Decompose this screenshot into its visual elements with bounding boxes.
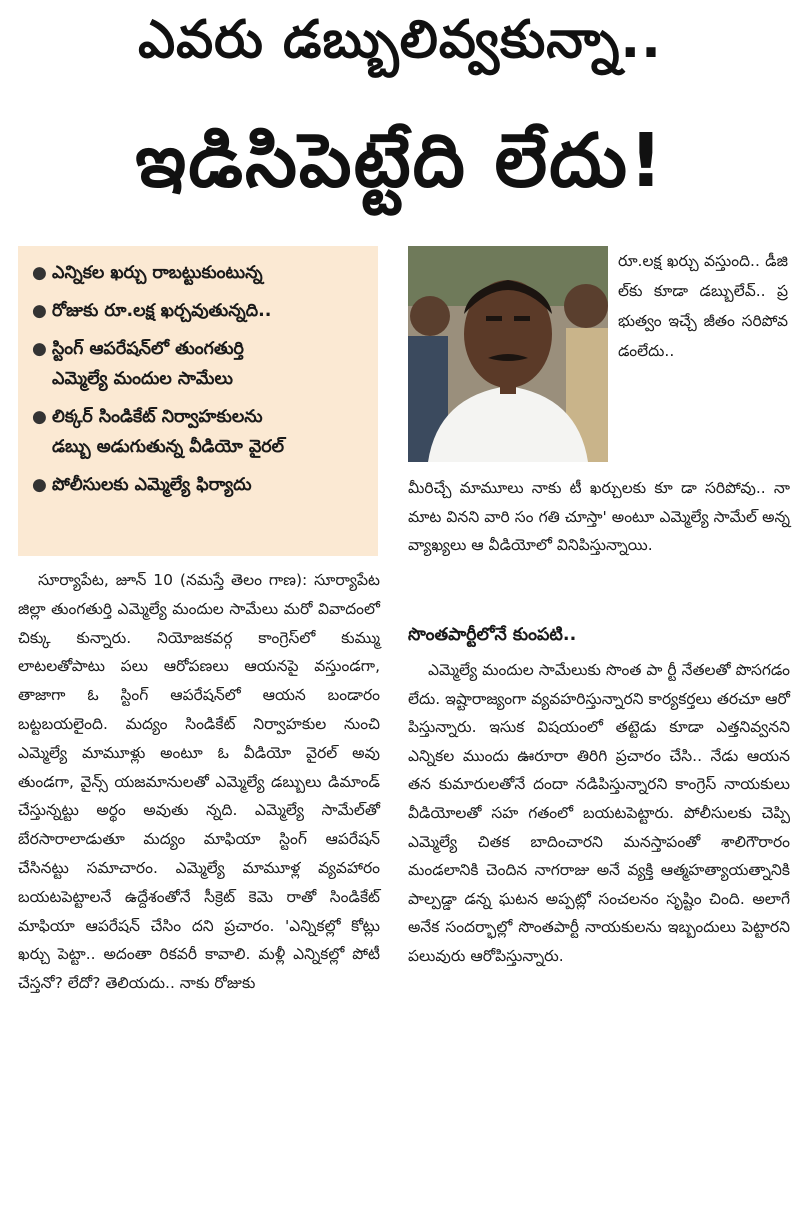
headline-line-2: ఇడిసిపెట్టేది లేదు!	[135, 118, 665, 204]
highlight-item	[30, 258, 368, 288]
side-column-text	[618, 246, 788, 366]
highlight-text: పోలీసులకు ఎమ్మెల్యే ఫిర్యాదు	[52, 475, 252, 495]
highlight-item	[30, 334, 368, 364]
bullet-icon: ●	[32, 301, 47, 321]
highlight-text: రోజుకు రూ.లక్ష ఖర్చవుతున్నది..	[52, 301, 272, 321]
highlight-item-continued	[30, 432, 368, 462]
highlight-item	[30, 470, 368, 500]
left-body-paragraph: సూర్యాపేట, జూన్ 10 (నమస్తే తెలం గాణ): సూర్యాపేట జిల్లా తుంగతుర్తి ఎమ్మెల్యే మందుల సామేలు మరో వివాదంలో చిక్కు కున్నారు. నియోజకవర్గ కాంగ్రెస్‌లో కుమ్ము లాటలతోపాటు పలు ఆరోపణలు ఆయనపై వస్తుండగా, తాజాగా ఓ స్టింగ్ ఆపరేషన్‌లో ఆయన బండారం బట్టబయలైంది. మద్యం సిండికేట్ నిర్వాహకుల నుంచి ఎమ్మెల్యే మామూళ్లు అంటూ ఓ వీడియో వైరల్ అవు తుండగా, వైన్స్ యజమానులతో ఎమ్మెల్యే డబ్బులు డిమాండ్ చేస్తున్నట్టు అర్థం అవుతు న్నది. ఎమ్మెల్యే సామేల్‌తో బేరసారాలాడుతూ మద్యం మాఫియా స్టింగ్ ఆపరేషన్ చేసినట్టు సమాచారం. ఎమ్మెల్యే మామూళ్ల వ్యవహారం బయటపెట్టాలనే ఉద్దేశంతోనే సీక్రెట్ కెమె రాతో సిండికేట్ మాఫియా ఆపరేషన్ చేసిం దని ప్రచారం. 'ఎన్నికల్లో కోట్లు ఖర్చు పెట్టా.. అదంతా రికవరీ కావాలి. మళ్లీ ఎన్నికల్లో పోటీ చేస్తనో? లేదో? తెలియదు.. నాకు రోజుకు	[18, 571, 380, 993]
bullet-icon: ●	[32, 475, 47, 495]
highlight-text: స్టింగ్ ఆపరేషన్‌లో తుంగతుర్తి	[52, 339, 244, 359]
highlight-text: డబ్బు అడుగుతున్న వీడియో వైరల్	[52, 437, 285, 457]
highlight-item	[30, 296, 368, 326]
right-body-paragraph: ఎమ్మెల్యే మందుల సామేలుకు సొంత పా ర్టీ నేతలతో పొసగడం లేదు. ఇష్టారాజ్యంగా వ్యవహరిస్తున్నారని కార్యకర్తలు తరచూ ఆరో పిస్తున్నారు. ఇసుక విషయంలో తట్టెడు కూడా ఎత్తనివ్వనని ఎన్నికల ముందు ఊరూరా తిరిగి ప్రచారం చేసి.. నేడు ఆయన తన కుమారులతోనే దందా నడిపిస్తున్నారని కాంగ్రెస్ నాయకులు వీడియోలతో సహ గతంలో బయటపెట్టారు. పోలీసులకు చెప్పి ఎమ్మెల్యే చితక బాదించారని మనస్తాపంతో శాలిగౌరారం మండలానికి చెందిన నాగరాజు అనే వ్యక్తి ఆత్మహత్యాయత్నానికి పాల్పడ్డా డన్న ఘటన అప్పట్లో సంచలనం సృష్టిం చింది. అలాగే అనేక సందర్భాల్లో సొంతపార్టీ నాయకులను ఇబ్బందులు పెట్టారని పలువురు ఆరోపిస్తున్నారు.	[408, 661, 790, 965]
highlight-text: ఎన్నికల ఖర్చు రాబట్టుకుంటున్న	[52, 263, 263, 283]
right-column-continuation	[408, 474, 790, 560]
side-paragraph: రూ.లక్ష ఖర్చు వస్తుంది.. డీజి ల్‌కు కూడా డబ్బులేవ్.. ప్ర భుత్వం ఇచ్చే జీతం సరిపోవ డంలేదు..	[618, 252, 788, 360]
person-photo-illustration	[408, 246, 608, 462]
bullet-icon: ●	[32, 407, 47, 427]
highlight-text: లిక్కర్ సిండికేట్ నిర్వాహకులను	[52, 407, 263, 427]
highlight-text: ఎమ్మెల్యే మందుల సామేలు	[52, 369, 233, 389]
headline-line-1: ఎవరు డబ్బులివ్వకున్నా..	[138, 10, 662, 70]
bullet-icon: ●	[32, 263, 47, 283]
subheading: సొంతపార్టీలోనే కుంపటి..	[408, 625, 577, 645]
highlights-box	[18, 246, 378, 556]
left-column-body	[18, 566, 380, 998]
mla-photo	[408, 246, 608, 462]
bullet-icon: ●	[32, 339, 47, 359]
highlight-item-continued	[30, 364, 368, 394]
highlight-item	[30, 402, 368, 432]
right-column-body	[408, 656, 790, 971]
right-continuation-paragraph: మీరిచ్చే మామూలు నాకు టీ ఖర్చులకు కూ డా సరిపోవు.. నా మాట వినని వారి సం గతి చూస్తా' అంటూ ఎమ్మెల్యే సామేల్ అన్న వ్యాఖ్యలు ఆ వీడియోలో వినిపిస్తున్నాయి.	[408, 479, 790, 555]
